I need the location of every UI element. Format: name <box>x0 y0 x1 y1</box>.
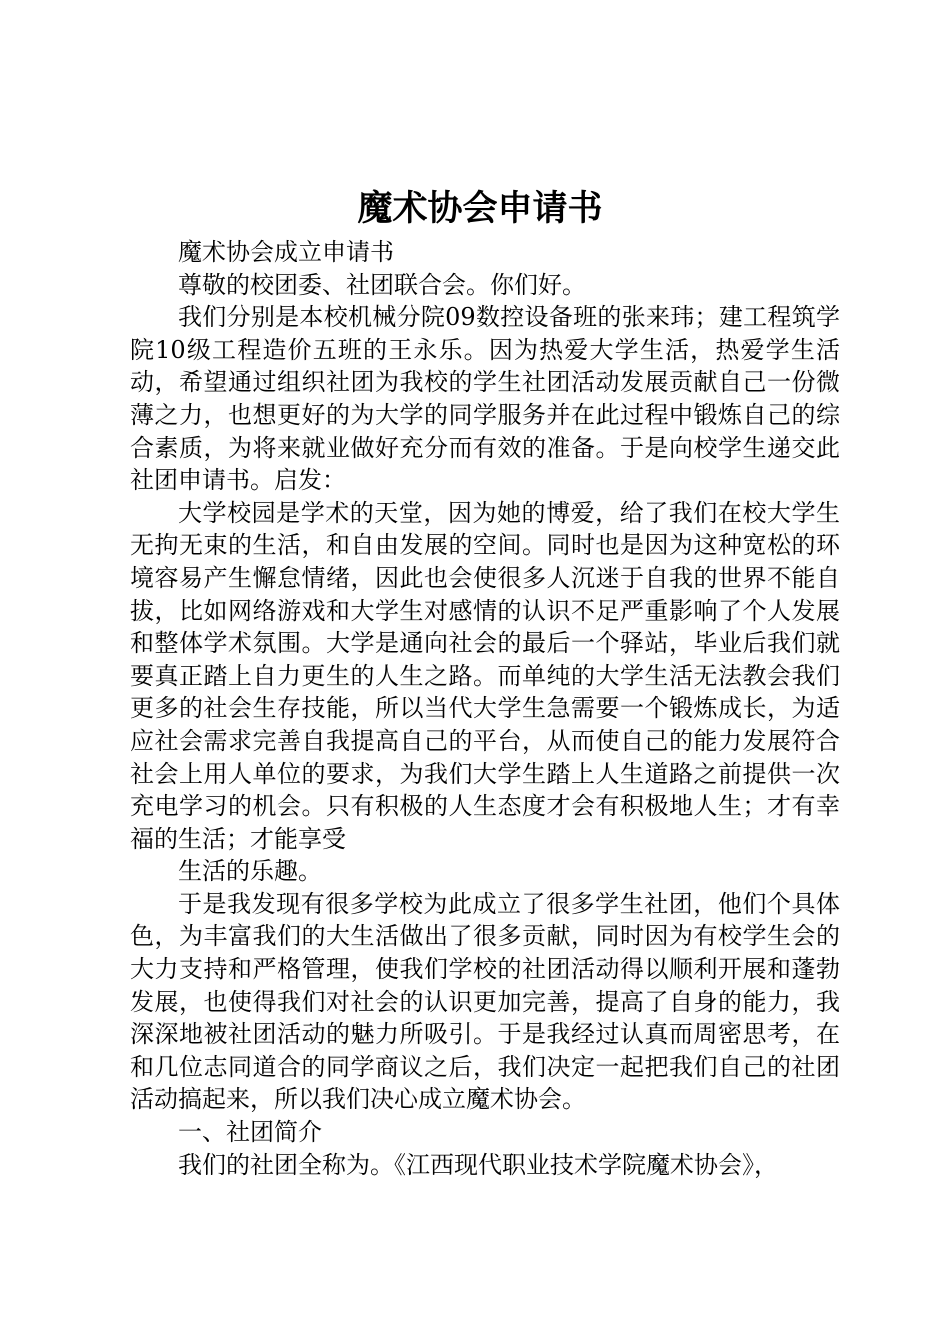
document-body <box>130 236 840 1181</box>
paragraph-continuation: 生活的乐趣。 <box>178 857 322 886</box>
paragraph-greeting: 尊敬的校团委、社团联合会。你们好。 <box>178 270 586 299</box>
section-heading: 一、社团简介 <box>178 1118 322 1147</box>
paragraph-subtitle: 魔术协会成立申请书 <box>178 238 394 266</box>
paragraph-club-name: 我们的社团全称为。《江西现代职业技术学院魔术协会》， <box>178 1150 778 1179</box>
paragraph-campus-life: 大学校园是学术的天堂，因为她的博爱，给了我们在校大学生无拘无束的生活，和自由发展的空间。同时也是因为这种宽松的环境容易产生懈怠情绪，因此也会使很多人沉迷于自我的世界不能自拔，比如网络游戏和大学生对感情的认识不足严重影响了个人发展和整体学术氛围。大学是通向社会的最后一个驿站，毕业后我们就要真正踏上自力更生的人生之路。而单纯的大学生活无法教会我们更多的社会生存技能，所以当代大学生急需要一个锻炼成长，为适应社会需求完善自我提高自己的平台，从而使自己的能力发展符合社会上用人单位的要求，为我们大学生踏上人生道路之前提供一次充电学习的机会。只有积极的人生态度才会有积极地人生；才有幸福的生活；才能享受 <box>130 498 840 853</box>
paragraph-motivation: 于是我发现有很多学校为此成立了很多学生社团，他们个具体色，为丰富我们的大生活做出了很多贡献，同时因为有校学生会的大力支持和严格管理，使我们学校的社团活动得以顺利开展和蓬勃发展，也使得我们对社会的认识更加完善，提高了自身的能力，我深深地被社团活动的魅力所吸引。于是我经过认真而周密思考，在和几位志同道合的同学商议之后，我们决定一起把我们自己的社团活动搞起来，所以我们决心成立魔术协会。 <box>130 889 840 1114</box>
document-title: 魔术协会申请书 <box>357 188 603 229</box>
paragraph-introduction: 我们分别是本校机械分院09数控设备班的张来玮；建工程筑学院10级工程造价五班的王永乐。因为热爱大学生活，热爱学生活动，希望通过组织社团为我校的学生社团活动发展贡献自己一份微薄之力，也想更好的为大学的同学服务并在此过程中锻炼自己的综合素质，为将来就业做好充分而有效的准备。于是向校学生递交此社团申请书。启发： <box>130 303 840 495</box>
